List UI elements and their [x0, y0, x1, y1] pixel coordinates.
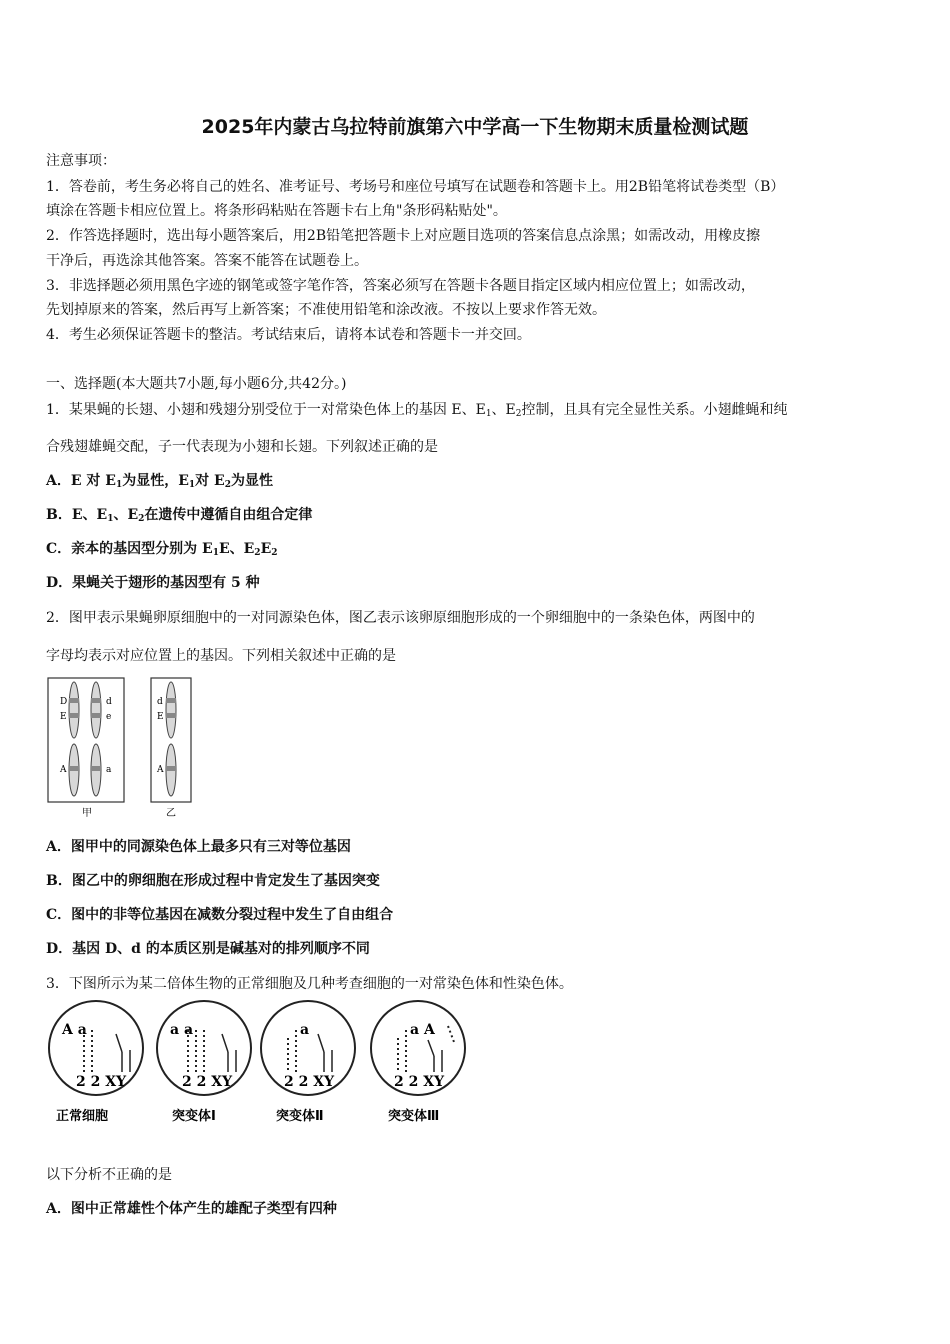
svg-text:A a: A a [62, 1022, 87, 1038]
q2-option-c: C．图中的非等位基因在减数分裂过程中发生了自由组合 [46, 907, 394, 923]
q3-lead: 以下分析不正确的是 [46, 1167, 172, 1183]
notice-heading: 注意事项： [46, 153, 116, 169]
notice-line: 4．考生必须保证答题卡的整洁。考试结束后，请将本试卷和答题卡一并交回。 [46, 327, 531, 343]
notice-line: 填涂在答题卡相应位置上。将条形码粘贴在答题卡右上角"条形码粘贴处"。 [46, 203, 507, 219]
q3-number: 3． [46, 976, 69, 992]
q2-stem-line: 字母均表示对应位置上的基因。下列相关叙述中正确的是 [46, 648, 396, 664]
q2-number: 2． [46, 610, 69, 626]
q3-stem-line: 3．下图所示为某二倍体生物的正常细胞及几种考查细胞的一对常染色体和性染色体。 [46, 976, 573, 992]
svg-text:a A: a A [410, 1022, 435, 1038]
cell-caption: 突变体Ⅲ [388, 1109, 440, 1124]
gene-label: d [157, 697, 163, 707]
q2-option-d: D．基因 D、d 的本质区别是碱基对的排列顺序不同 [46, 941, 370, 957]
page-title: 2025年内蒙古乌拉特前旗第六中学高一下生物期末质量检测试题 [201, 116, 749, 138]
svg-text:a a: a a [170, 1022, 194, 1038]
q1-option-a: A．E 对 $E_1$为显性，$E_1$对 $E_2$为显性 [46, 473, 273, 490]
cell-mutant-2 [261, 1001, 355, 1124]
q2-stem-line: 2．图甲表示果蝇卵原细胞中的一对同源染色体，图乙表示该卵原细胞形成的一个卵细胞中的一条染色体，两图中的 [46, 610, 755, 626]
svg-text:2 2 XY: 2 2 XY [76, 1074, 127, 1090]
gene-label: d [106, 697, 112, 707]
q1-stem-line: 1．某果蝇的长翅、小翅和残翅分别受位于一对常染色体上的基因 E、$E_1$、$E_2$控制，且具有完全显性关系。小翅雌蝇和纯 [46, 402, 788, 419]
figure-caption: 乙 [166, 808, 176, 819]
notice-line: 2．作答选择题时，选出每小题答案后，用2B铅笔把答题卡上对应题目选项的答案信息点涂黑；如需改动，用橡皮擦 [46, 228, 761, 244]
cell-figure [46, 1000, 476, 1130]
notice-line: 先划掉原来的答案，然后再写上新答案；不准使用铅笔和涂改液。不按以上要求作答无效。 [46, 302, 606, 318]
cell-mutant-1 [157, 1001, 251, 1124]
q1-stem-line: 合残翅雄蝇交配，子一代表现为小翅和长翅。下列叙述正确的是 [46, 439, 438, 455]
figure-caption: 甲 [82, 808, 92, 819]
q2-option-b: B．图乙中的卵细胞在形成过程中肯定发生了基因突变 [46, 873, 380, 889]
notice-line: 1．答卷前，考生务必将自己的姓名、准考证号、考场号和座位号填写在试题卷和答题卡上。用2B铅笔将试卷类型（B） [46, 179, 785, 195]
gene-label: a [106, 765, 112, 775]
section-heading: 一、选择题(本大题共7小题,每小题6分,共42分。) [46, 376, 347, 392]
cell-mutant-3 [371, 1001, 465, 1124]
gene-label: D [60, 697, 68, 707]
svg-text:2 2 XY: 2 2 XY [284, 1074, 335, 1090]
chromosome-figure [46, 676, 196, 822]
gene-label: E [60, 712, 67, 722]
cell-caption: 突变体Ⅰ [172, 1109, 216, 1124]
svg-text:2 2 XY: 2 2 XY [182, 1074, 233, 1090]
q1-number: 1． [46, 402, 69, 418]
svg-text:2 2 XY: 2 2 XY [394, 1074, 445, 1090]
gene-label: E [157, 712, 164, 722]
cell-caption: 突变体Ⅱ [276, 1109, 324, 1124]
q2-option-a: A．图甲中的同源染色体上最多只有三对等位基因 [46, 839, 351, 855]
svg-text:a: a [300, 1022, 310, 1038]
q3-option-a: A．图中正常雄性个体产生的雄配子类型有四种 [46, 1201, 337, 1217]
gene-label: e [106, 712, 112, 722]
q1-option-b: B．E、$E_1$、$E_2$在遗传中遵循自由组合定律 [46, 507, 313, 524]
q1-option-d: D．果蝇关于翅形的基因型有 5 种 [46, 575, 260, 591]
notice-line: 3．非选择题必须用黑色字迹的钢笔或签字笔作答，答案必须写在答题卡各题目指定区域内相应位置上；如需改动， [46, 278, 755, 294]
gene-label: A [157, 765, 164, 775]
gene-label: A [60, 765, 67, 775]
cell-caption: 正常细胞 [56, 1109, 109, 1124]
cell-normal [49, 1001, 143, 1124]
notice-line: 干净后，再选涂其他答案。答案不能答在试题卷上。 [46, 253, 368, 269]
q1-option-c: C．亲本的基因型分别为 $E_1E$、$E_2E_2$ [46, 541, 278, 558]
